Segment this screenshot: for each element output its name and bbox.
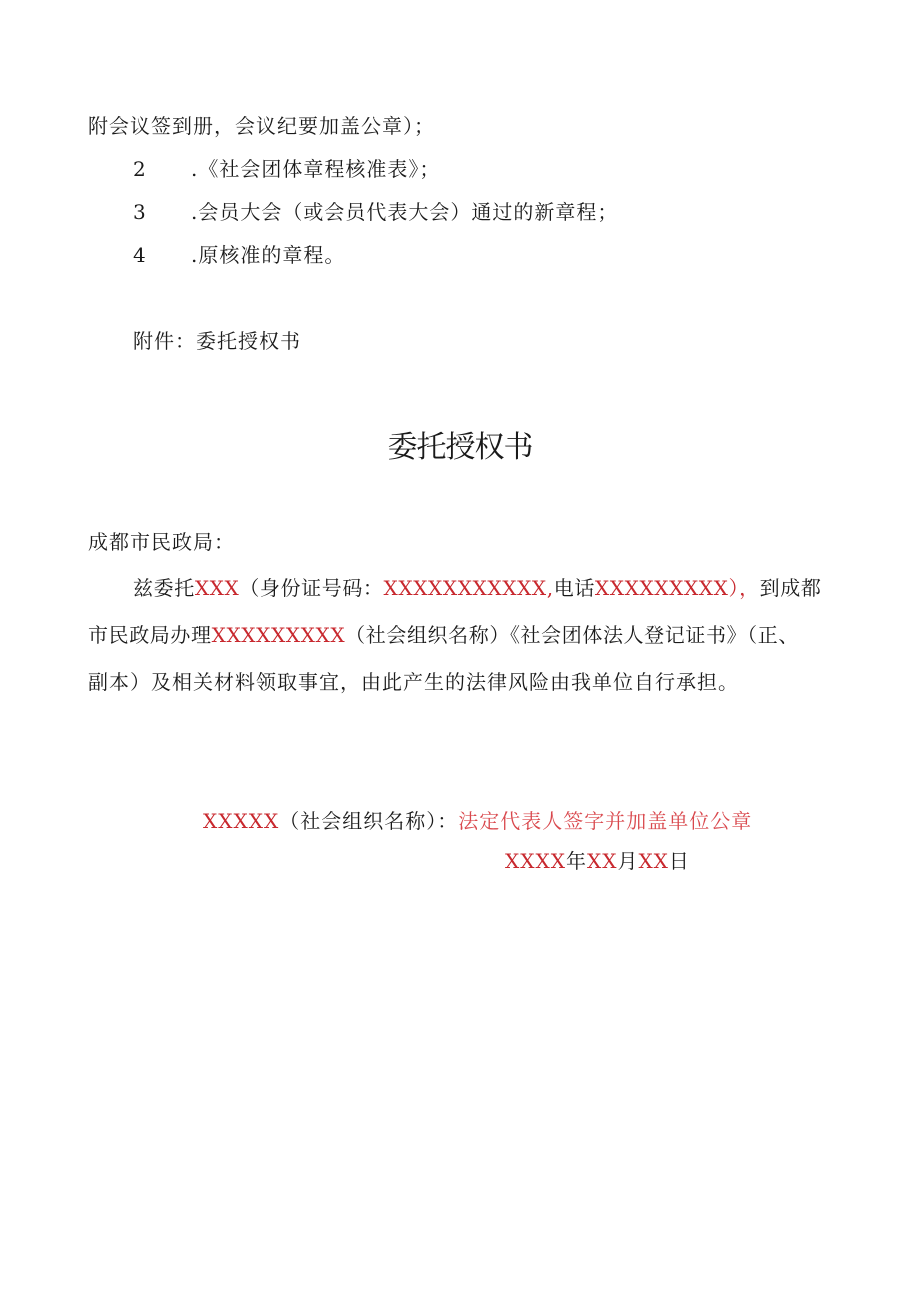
date-month-label: 月	[617, 849, 639, 873]
placeholder-org-name: XXXXXXXXX	[211, 623, 346, 647]
paragraph-line	[133, 575, 821, 601]
list-item-number: 4	[133, 243, 147, 267]
attachment-label: 附件：委托授权书	[133, 329, 301, 353]
paragraph-text: 电话	[553, 576, 595, 600]
paragraph-line: 副本）及相关材料领取事宜，由此产生的法律风险由我单位自行承担。	[88, 670, 739, 694]
paragraph-text: （社会组织名称）《社会团体法人登记证书》（正、	[345, 623, 799, 647]
paragraph-text: 市民政局办理	[88, 623, 212, 647]
signature-line	[203, 808, 752, 834]
placeholder-id-number: XXXXXXXXXXX,	[383, 576, 554, 600]
list-item-text: .《社会团体章程核准表》；	[191, 157, 441, 181]
list-item	[133, 242, 345, 268]
placeholder-month: XX	[586, 849, 618, 873]
date-day-label: 日	[668, 849, 690, 873]
salutation: 成都市民政局：	[88, 530, 235, 554]
placeholder-year: XXXX	[505, 849, 566, 873]
list-item	[133, 156, 440, 182]
date-year-label: 年	[565, 849, 587, 873]
date-line	[505, 848, 690, 874]
placeholder-day: XX	[638, 849, 669, 873]
letter-title: 委托授权书	[387, 430, 533, 465]
signature-instruction: 法定代表人签字并加盖单位公章	[458, 809, 753, 833]
signature-org-label: （社会组织名称）：	[279, 809, 459, 833]
paragraph-text: （身份证号码：	[239, 576, 384, 600]
list-item-number: 3	[133, 200, 147, 224]
placeholder-org-name: XXXXX	[203, 809, 280, 833]
paragraph-text: 兹委托	[133, 576, 195, 600]
list-continuation: 附会议签到册，会议纪要加盖公章）；	[88, 114, 435, 138]
list-item	[133, 199, 618, 225]
list-item-text: .原核准的章程。	[191, 243, 346, 267]
placeholder-name: XXX	[194, 576, 240, 600]
paragraph-line	[88, 622, 799, 648]
list-item-text: .会员大会（或会员代表大会）通过的新章程；	[191, 200, 619, 224]
paragraph-text: 到成都	[759, 576, 822, 600]
list-item-number: 2	[133, 157, 147, 181]
placeholder-phone: XXXXXXXXX），	[594, 576, 760, 600]
